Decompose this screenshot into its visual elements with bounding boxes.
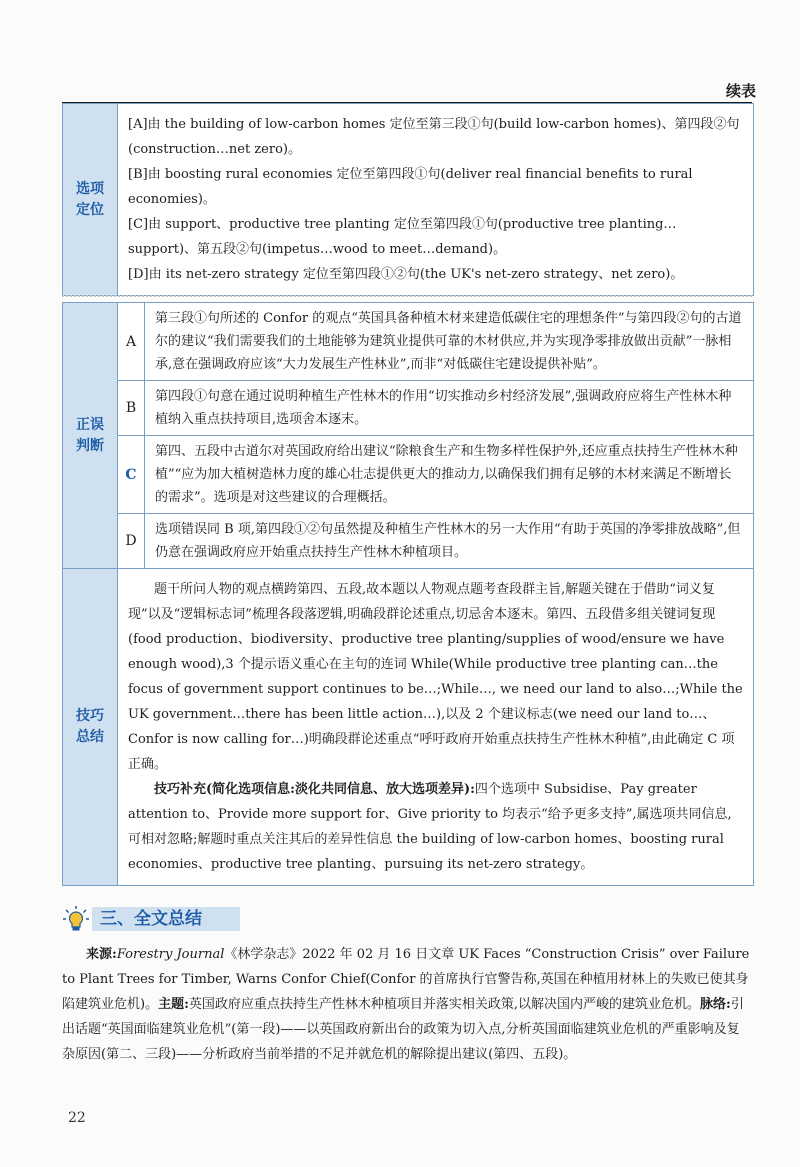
- judgement-subrows: [118, 303, 753, 568]
- summary-paragraph: [62, 942, 752, 1067]
- option-location-line-b: [B]由 boosting rural economies 定位至第四段①句(deliver real financial benefits to rural economies)。: [128, 167, 693, 207]
- technique-label: 技巧总结: [76, 708, 104, 745]
- option-location-line-a: [A]由 the building of low-carbon homes 定位至第三段①句(build low-carbon homes)、第四段②句(construction…net zero)。: [128, 117, 740, 157]
- judgement-letter-c: C: [118, 436, 145, 513]
- summary-source-journal: Forestry Journal: [116, 947, 225, 962]
- option-location-label-cell: [63, 104, 118, 295]
- judgement-row-d: [118, 514, 753, 568]
- summary-source-label: 来源:: [86, 947, 117, 962]
- judgement-label: 正误判断: [76, 416, 104, 454]
- summary-theme-label: 主题:: [158, 997, 189, 1012]
- analysis-table: [62, 302, 754, 886]
- page-number: 22: [68, 1110, 86, 1126]
- section-heading: [62, 905, 242, 933]
- summary-source-text: 《林学杂志》2022 年 02 月 16 日文章 UK Faces “Construction Crisis” over Failure to Plant Trees for Timber, Warns Confor Chief(Confor 的首席执行官警告称,英国在种植用材林上的失败已使其身陷建筑业危机)。: [62, 947, 750, 1012]
- option-location-line-d: [D]由 its net-zero strategy 定位至第四段①②句(the UK's net-zero strategy、net zero)。: [128, 267, 684, 282]
- section-title: 三、全文总结: [100, 909, 202, 929]
- lightbulb-icon: [62, 905, 90, 933]
- judgement-letter-d: D: [118, 514, 145, 568]
- option-location-line-c: [C]由 support、productive tree planting 定位至第四段①句(productive tree planting…support)、第五段②句(impetus…wood to meet…demand)。: [128, 217, 677, 257]
- technique-paragraph: 题干所问人物的观点横跨第四、五段,故本题以人物观点题考查段群主旨,解题关键在于借助“词义复现”以及“逻辑标志词”梳理各段落逻辑,明确段群论述重点,切忌舍本逐末。第四、五段借多组关键词复现(food production、biodiversity、productive tree planting/supplies of wood/ensure we have enough wood),3 个提示语义重心在主句的连词 While(While productive tree planting can…the focus of government support continues to be…;While…, we need our land to also…;While the UK government…there has been little action…),以及 2 个建议标志(we need our land to…、Confor is now calling for…)明确段群论述重点“呼吁政府开始重点扶持生产性林木种植”,由此确定 C 项正确。: [128, 582, 743, 772]
- summary-structure-text: 引出话题“英国面临建筑业危机”(第一段)——以英国政府新出台的政策为切入点,分析英国面临建筑业危机的严重影响及复杂原因(第二、三段)——分析政府当前举措的不足并就危机的解除提出建议(第四、五段)。: [62, 997, 744, 1062]
- option-location-row: [63, 104, 753, 295]
- judgement-letter-b: B: [118, 381, 145, 435]
- judgement-row-a: [118, 303, 753, 381]
- technique-content: [118, 569, 753, 885]
- judgement-letter-a: A: [118, 303, 145, 380]
- technique-supplement-text: 四个选项中 Subsidise、Pay greater attention to、Provide more support for、Give priority to 均表示“给予更多支持”,属选项共同信息,可相对忽略;解题时重点关注其后的差异性信息 the building of low-carbon homes、boosting rural economies、productive tree planting、pursuing its net-zero strategy。: [128, 782, 732, 872]
- technique-supplement: [128, 777, 743, 877]
- judgement-text-d: 选项错误同 B 项,第四段①②句虽然提及种植生产性林木的另一大作用“有助于英国的净零排放战略”,但仍意在强调政府应开始重点扶持生产性林木种植项目。: [155, 522, 741, 560]
- judgement-row: [63, 303, 753, 569]
- continued-label: 续表: [725, 82, 756, 100]
- option-location-table: [62, 103, 754, 296]
- judgement-row-b: [118, 381, 753, 436]
- option-location-label: 选项定位: [76, 180, 104, 218]
- judgement-text-c: 第四、五段中古道尔对英国政府给出建议“除粮食生产和生物多样性保护外,还应重点扶持生产性林木种植”“应为加大植树造林力度的雄心壮志提供更大的推动力,以确保我们拥有足够的木材来满足不断增长的需求”。选项是对这些建议的合理概括。: [155, 444, 738, 505]
- judgement-row-c: [118, 436, 753, 514]
- judgement-text-a: 第三段①句所述的 Confor 的观点“英国具备种植木材来建造低碳住宅的理想条件”与第四段②句的古道尔的建议“我们需要我们的土地能够为建筑业提供可靠的木材供应,并为实现净零排放做出贡献”一脉相承,意在强调政府应该“大力发展生产性林业”,而非“对低碳住宅建设提供补贴”。: [155, 311, 742, 372]
- summary-theme-text: 英国政府应重点扶持生产性林木种植项目并落实相关政策,以解决国内严峻的建筑业危机。: [188, 997, 701, 1012]
- technique-supplement-title: 技巧补充(简化选项信息:淡化共同信息、放大选项差异):: [154, 782, 475, 797]
- technique-row: [63, 569, 753, 885]
- judgement-label-cell: [63, 303, 118, 568]
- dotted-divider: [62, 295, 752, 297]
- summary-structure-label: 脉络:: [700, 997, 731, 1012]
- technique-label-cell: [63, 569, 118, 885]
- option-location-content: [118, 104, 753, 295]
- judgement-text-b: 第四段①句意在通过说明种植生产性林木的作用“切实推动乡村经济发展”,强调政府应将生产性林木种植纳入重点扶持项目,选项舍本逐末。: [155, 389, 732, 427]
